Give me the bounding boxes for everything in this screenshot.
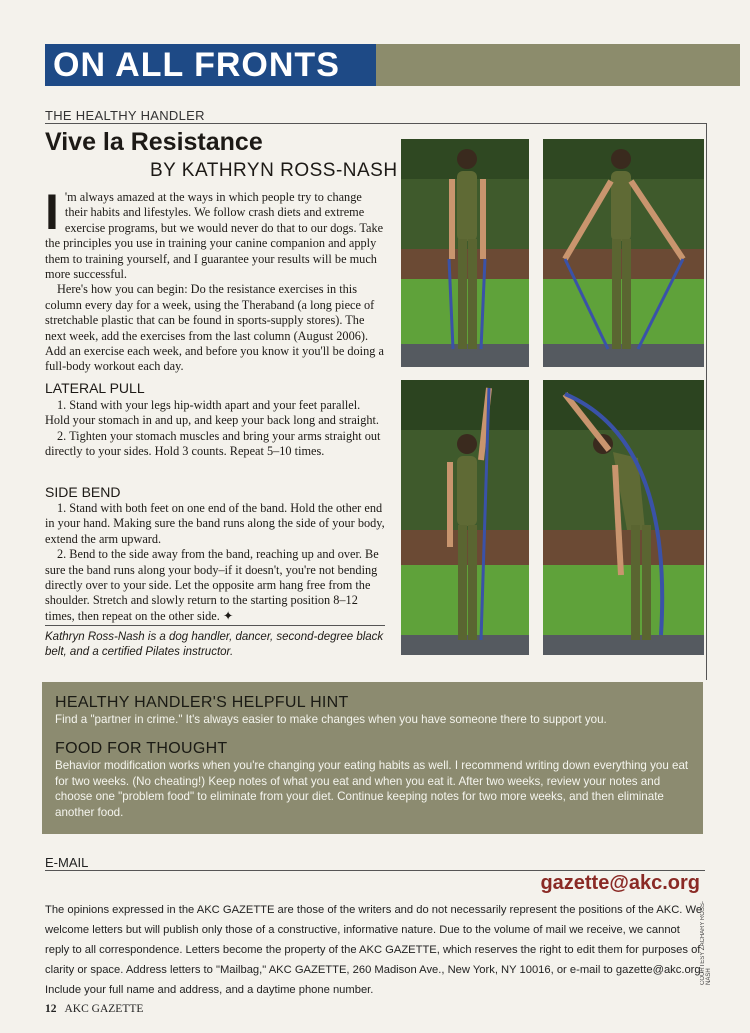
hint-heading: HEALTHY HANDLER'S HELPFUL HINT xyxy=(55,694,349,711)
photo-lateral-pull-extended xyxy=(543,139,704,367)
article-title: Vive la Resistance xyxy=(45,128,263,156)
drop-cap: I xyxy=(45,184,59,240)
disclaimer-text: The opinions expressed in the AKC GAZETTE are those of the writers and do not necessarily represent the positions of the AKC. We welcome letters but will publish only those of a constructive, informative nature. Due to the volume of mail we receive, we cannot reply to all correspondence. Letters become the property of the AKC GAZETTE, which reserves the right to edit them for purposes of clarity or space. Address letters to "Mailbag," AKC GAZETTE, 260 Madison Ave., New York, NY 10016, or e-mail to gazette@akc.org. Include your full name and address, and a daytime phone number. xyxy=(45,904,704,996)
banner-title: ON ALL FRONTS xyxy=(45,44,376,86)
lateral-step-2: 2. Tighten your stomach muscles and bring your arms straight out directly to your sides. Hold 3 counts. Repeat 5–10 times. xyxy=(45,428,381,459)
lateral-step-1: 1. Stand with your legs hip-width apart and your feet parallel. Hold your stomach in and up, and keep your back long and straight. xyxy=(45,398,379,428)
photo-side-bend-start xyxy=(401,380,529,655)
intro-paragraph-1: 'm always amazed at the ways in which people try to change their habits and lifestyles. We follow crash diets and extreme exercise programs, but we would never do that to our dogs. Take the principles you use in training your canine companion and apply them to training yourself, and I guarantee your results will be much more successful. xyxy=(45,190,384,282)
side-step-2: 2. Bend to the side away from the band, reaching up and over. Be sure the band runs along your body–if it doesn't, you're not bending directly over to your side. Let the opposite arm hang free from the shoulder. Stretch and slowly return to the starting position 8–12 times, then repeat on the other side. ✦ xyxy=(45,547,379,623)
page-footer xyxy=(45,1003,143,1015)
hint-box xyxy=(42,682,703,834)
section-rule xyxy=(45,123,707,124)
intro-paragraph-2: Here's how you can begin: Do the resistance exercises in this column every day for a week, using the Theraband (a long piece of stretchable plastic that can be found in sports-supply stores). The next week, add the exercises from the last column (August 2006). Add an exercise each week, and before you know it you'll be doing a full-body workout each day. xyxy=(45,282,384,374)
email-address-link[interactable]: gazette@akc.org xyxy=(540,872,700,894)
banner xyxy=(45,44,740,86)
frame-divider xyxy=(706,123,707,680)
article-intro xyxy=(45,184,385,375)
author-bio: Kathryn Ross-Nash is a dog handler, dancer, second-degree black belt, and a certified Pilates instructor. xyxy=(45,631,384,658)
photo-side-bend-stretch xyxy=(543,380,704,655)
hint-text: Find a "partner in crime." It's always easier to make changes when you have someone there to support you. xyxy=(55,713,607,726)
publication-name: AKC GAZETTE xyxy=(64,1003,144,1015)
lateral-pull-heading: LATERAL PULL xyxy=(45,380,145,396)
email-label: E-MAIL xyxy=(45,855,89,870)
side-bend-steps xyxy=(45,501,385,624)
photo-credit: COURTESY ZACHARY ROSS-NASH xyxy=(700,901,712,985)
email-rule xyxy=(45,870,705,871)
article-byline: BY KATHRYN ROSS-NASH xyxy=(150,160,398,181)
food-heading: FOOD FOR THOUGHT xyxy=(55,740,228,757)
section-label: THE HEALTHY HANDLER xyxy=(45,108,205,123)
lateral-pull-steps xyxy=(45,398,385,460)
side-step-1: 1. Stand with both feet on one end of the band. Hold the other end in your hand. Making sure the band runs along the side of your body, extend the arm upward. xyxy=(45,501,385,546)
photo-lateral-pull-start xyxy=(401,139,529,367)
page-number: 12 xyxy=(45,1003,57,1015)
side-bend-heading: SIDE BEND xyxy=(45,484,121,500)
food-text: Behavior modification works when you're changing your eating habits as well. I recommend writing down everything you eat for two weeks. (No cheating!) Keep notes of what you eat and when you eat it. After two weeks, review your notes and choose one "problem food" to eliminate from your diet. Continue keeping notes for two more weeks, and then eliminate another food. xyxy=(55,759,689,819)
bio-rule xyxy=(45,625,385,626)
